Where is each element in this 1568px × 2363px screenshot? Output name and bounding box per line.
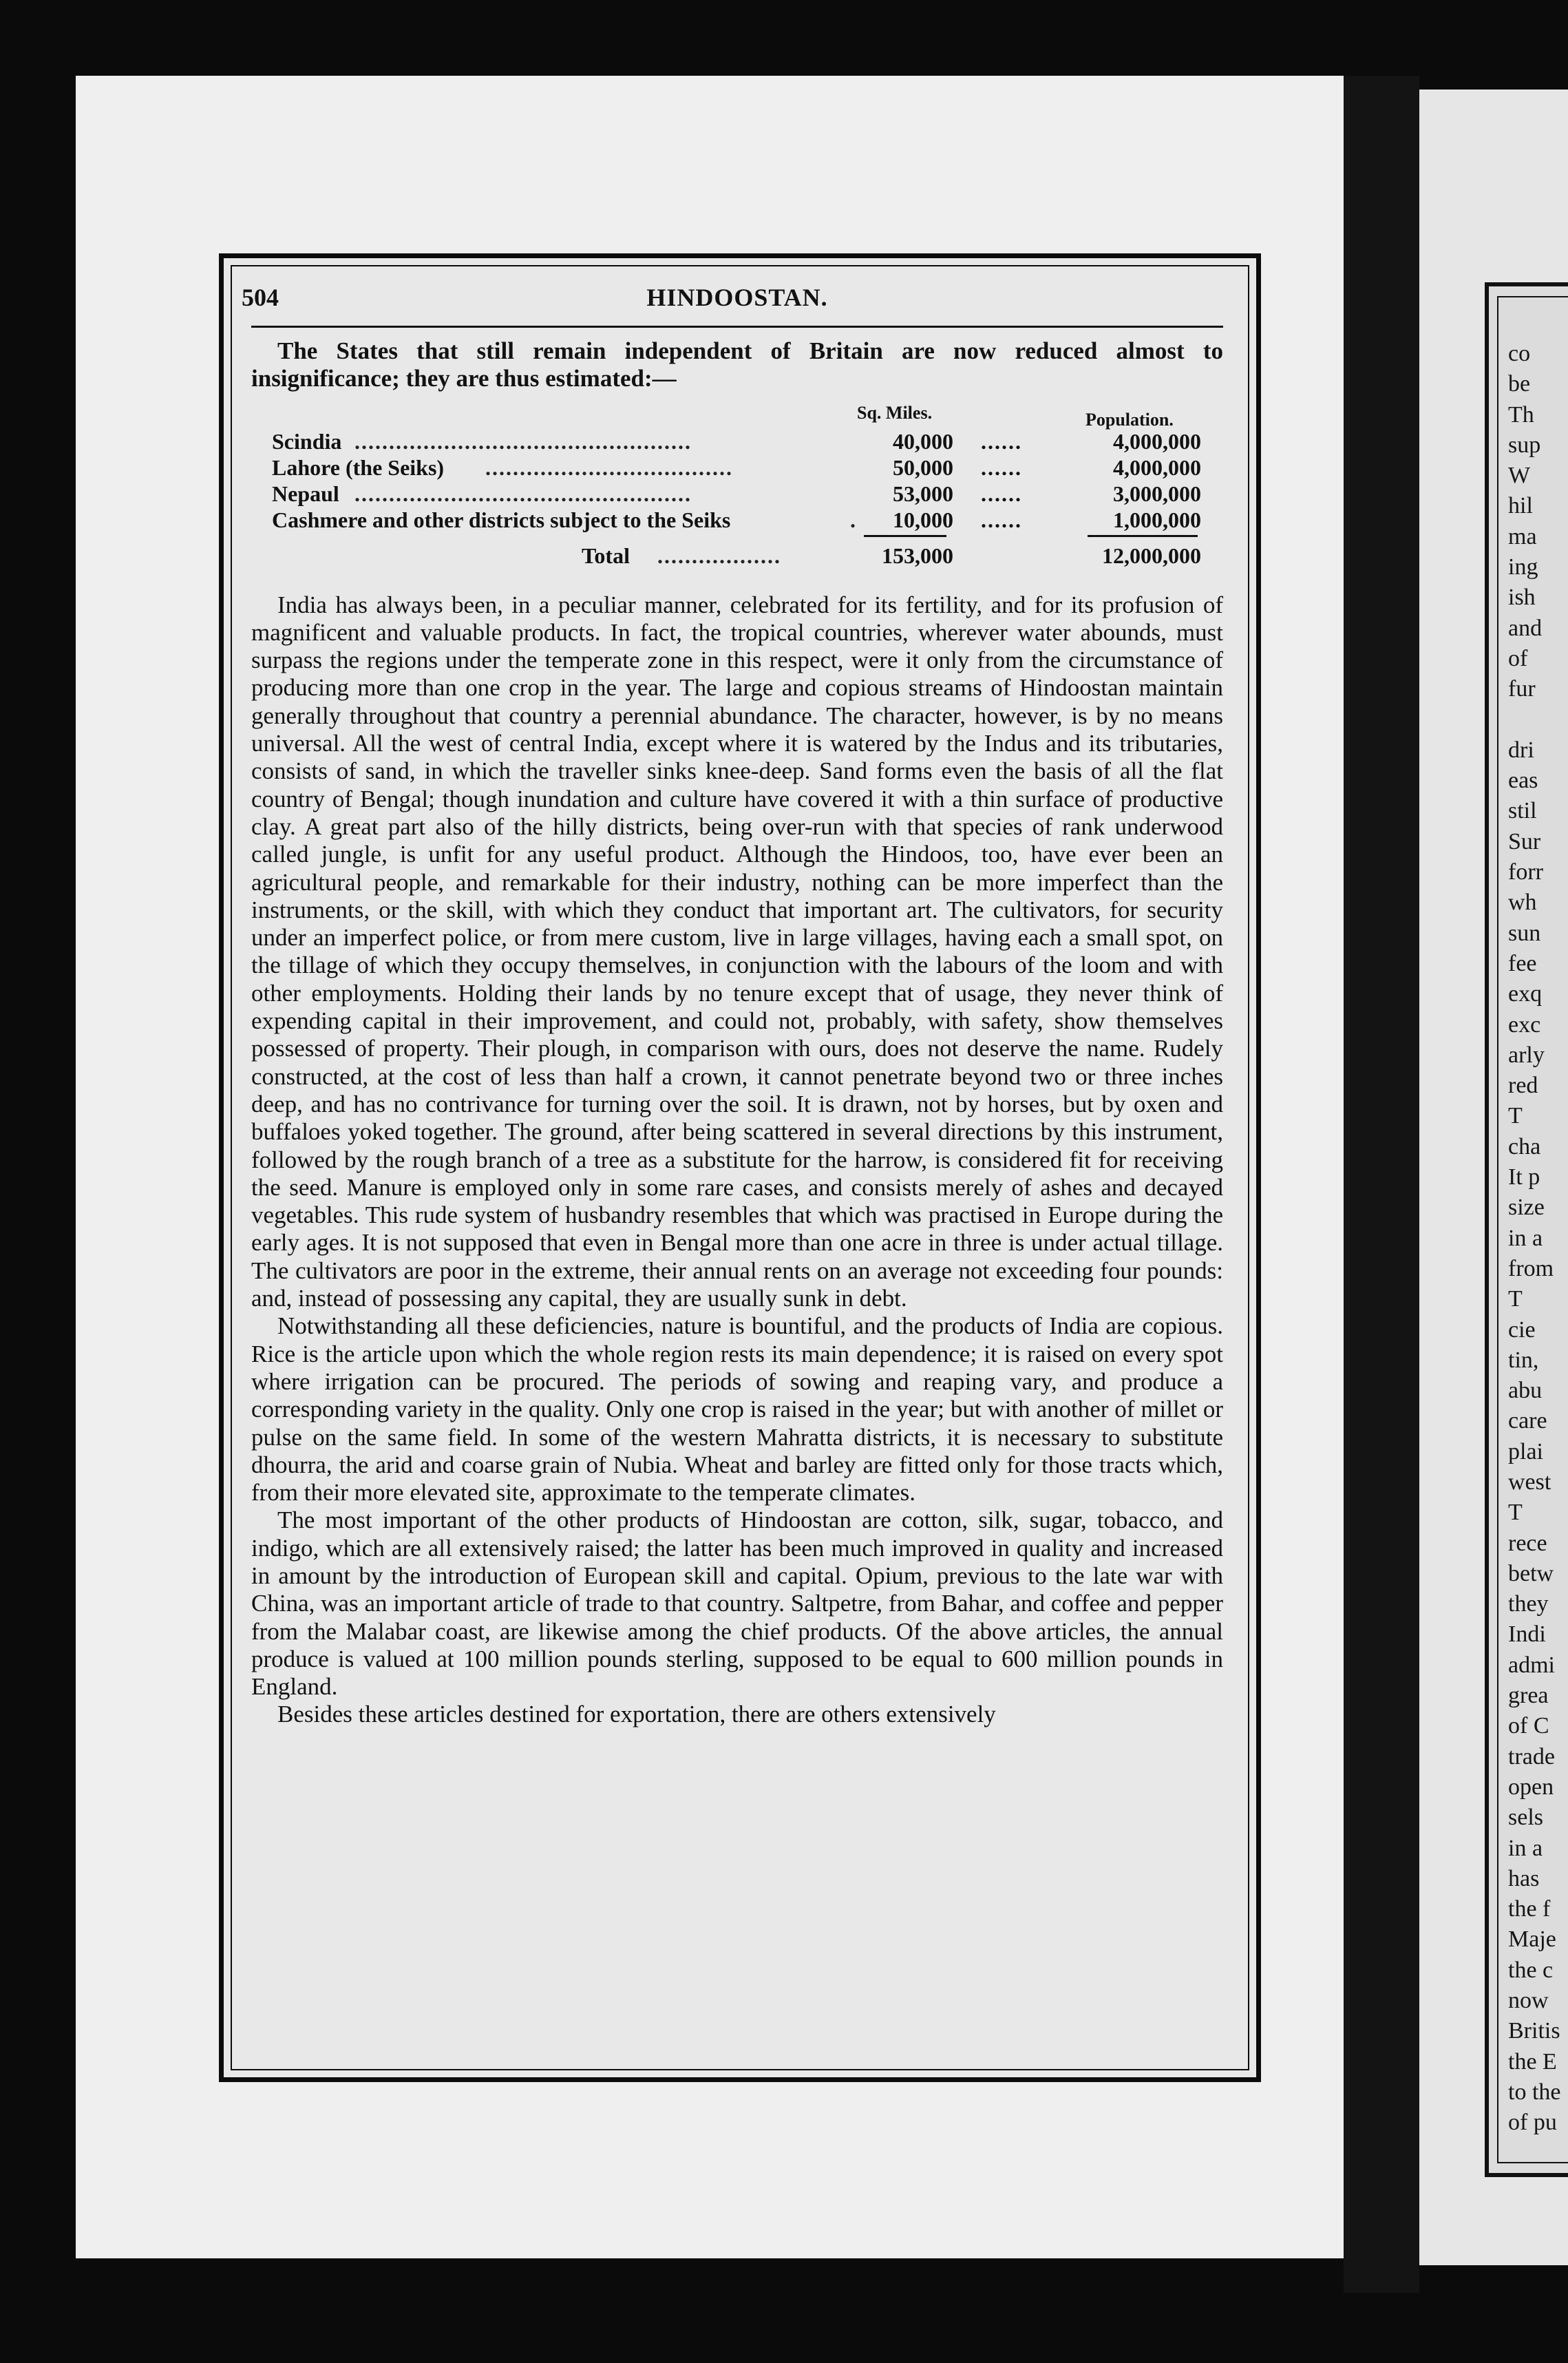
right-page-line-fragment: size	[1508, 1195, 1545, 1221]
right-page-line-fragment: be	[1508, 371, 1531, 397]
right-page-line-fragment	[1508, 705, 1568, 735]
right-page-line-fragment: arly	[1508, 1042, 1545, 1068]
right-page-line-fragment: forr	[1508, 859, 1543, 885]
population-value: 3,000,000	[1113, 481, 1201, 506]
total-rule	[1088, 535, 1198, 537]
sq-miles-value: 10,000	[893, 507, 953, 532]
population-value: 1,000,000	[1113, 507, 1201, 532]
right-page-line-fragment: has	[1508, 1865, 1540, 1891]
dot-leader: .................................................	[354, 428, 692, 454]
state-name: Lahore (the Seiks)	[272, 454, 445, 480]
dot-leader: .................................................	[354, 481, 692, 506]
column-header-sq-miles: Sq. Miles.	[857, 402, 933, 423]
right-page-line-fragment: ing	[1508, 554, 1538, 580]
right-page-line-fragment: dri	[1508, 737, 1534, 763]
right-page-line-fragment: the c	[1508, 1957, 1554, 1983]
total-label: Total	[582, 543, 630, 568]
right-page-line-fragment: sels	[1508, 1805, 1543, 1831]
paragraph: India has always been, in a peculiar manner, celebrated for its fertility, and for its profusion of magnificent and valuable products. In fact, the tropical countries, wherever water abounds, must surpass the regions under the temperate zone in this respect, were it only from the circumstance of producing more than one crop in the year. The large and copious streams of Hindoostan maintain generally throughout that country a perennial abundance. The character, however, is by no means universal. All the west of central India, except where it is watered by the Indus and its tributaries, consists of sand, in which the traveller sinks knee-deep. Sand forms even the basis of all the flat country of Bengal; though inundation and culture have covered it with a thin surface of productive clay. A great part also of the hilly districts, being over-run with that species of rank underwood called jungle, is unfit for any useful product. Although the Hindoos, too, have ever been an agricultural people, and remarkable for their industry, nothing can be more imperfect than the instruments, or the skill, with which they conduct that important art. The cultivators, for security under an imperfect police, or from mere custom, live in large villages, having each a small spot, on the tillage of which they occupy themselves, in conjunction with the labours of the loom and with other employments. Holding their lands by no tenure except that of usage, they never think of expending capital in their improvement, and could not, probably, with safety, show themselves possessed of property. Their plough, in comparison with ours, does not deserve the name. Rudely constructed, at the cost of less than half a crown, it cannot penetrate beyond two or three inches deep, and has no contrivance for turning over the soil. It is drawn, not by horses, but by oxen and buffaloes yoked together. The ground, after being scattered in several directions by this instrument, followed by the rough branch of a tree as a substitute for the harrow, is considered fit for receiving the seed. Manure is employed only in some rare cases, and consists merely of ashes and decayed vegetables. This rude system of husbandry resembles that which was practised in Europe during the early ages. It is not supposed that even in Bengal more than one acre in three is under actual tillage. The cultivators are poor in the extreme, their annual rents on an average not exceeding four pounds: and, instead of possessing any capital, they are usually sunk in debt.	[251, 591, 1223, 1312]
right-page-line-fragment: abu	[1508, 1378, 1543, 1404]
right-page-text	[1497, 296, 1568, 2163]
right-page-line-fragment: fur	[1508, 676, 1536, 702]
right-page-line-fragment: they	[1508, 1591, 1549, 1617]
right-page-line-fragment: ma	[1508, 523, 1537, 549]
right-page-line-fragment: Maje	[1508, 1926, 1556, 1953]
paragraph: The most important of the other products of Hindoostan are cotton, silk, sugar, tobacco, and indigo, which are all extensively raised; the latter has been much improved in quality and increased in amount by the introduction of European skill and capital. Opium, previous to the late war with China, was an important article of trade to that country. Saltpetre, from Bahar, and coffee and pepper from the Malabar coast, are likewise among the chief products. Of the above articles, the annual produce is valued at 100 million pounds sterling, supposed to be equal to 600 million pounds in England.	[251, 1506, 1223, 1701]
table-row	[272, 481, 1215, 507]
dot-leader: ......	[981, 428, 1022, 454]
right-page-line-fragment: exc	[1508, 1011, 1541, 1038]
state-name: Scindia	[272, 428, 342, 454]
paragraph: Notwithstanding all these deficiencies, nature is bountiful, and the products of India are copious. Rice is the article upon which the whole region rests its main dependence; it is raised on every spot where irrigation can be procured. The periods of sowing and reaping vary, and produce a corresponding variety in the quality. Only one crop is raised in the year; but with another of millet or pulse on the same field. In some of the western Mahratta districts, it is necessary to substitute dhourra, the arid and coarse grain of Nubia. Wheat and barley are fitted only for those tracts which, from their more elevated site, approximate to the temperate climates.	[251, 1312, 1223, 1506]
page-number: 504	[242, 284, 279, 311]
population-value: 4,000,000	[1113, 454, 1201, 480]
right-page-line-fragment: rece	[1508, 1530, 1547, 1556]
state-name: Nepaul	[272, 481, 339, 506]
right-page-line-fragment: wh	[1508, 890, 1537, 916]
total-population: 12,000,000	[1102, 543, 1201, 568]
right-page-line-fragment: trade	[1508, 1743, 1555, 1769]
right-page-line-fragment: of	[1508, 645, 1528, 671]
right-page-line-fragment: the E	[1508, 2048, 1557, 2075]
right-page-line-fragment: W	[1508, 463, 1531, 489]
right-page-frame	[1485, 282, 1568, 2177]
right-page-line-fragment: of C	[1508, 1713, 1549, 1739]
right-page-line-fragment: stil	[1508, 798, 1537, 824]
dot-leader: .	[850, 507, 857, 532]
right-page-line-fragment: in a	[1508, 1835, 1543, 1861]
book-gutter	[1344, 76, 1419, 2293]
right-page-line-fragment: of pu	[1508, 2110, 1557, 2136]
right-page-line-fragment: red	[1508, 1073, 1538, 1099]
right-page-line-fragment: from	[1508, 1255, 1554, 1281]
page-frame	[219, 253, 1261, 2082]
right-page-line-fragment: sup	[1508, 432, 1541, 458]
body-text	[251, 591, 1223, 1729]
population-value: 4,000,000	[1113, 428, 1201, 454]
sq-miles-value: 50,000	[893, 454, 953, 480]
right-page-line-fragment: now	[1508, 1988, 1549, 2014]
right-page-line-fragment: Sur	[1508, 828, 1541, 854]
dot-leader: ......	[981, 507, 1022, 532]
right-page-line-fragment: west	[1508, 1469, 1551, 1495]
sq-miles-value: 53,000	[893, 481, 953, 506]
right-page-line-fragment: tin,	[1508, 1347, 1539, 1373]
dot-leader: ......	[981, 454, 1022, 480]
column-header-population: Population.	[1085, 409, 1174, 430]
right-page-line-fragment: sun	[1508, 920, 1541, 946]
page-content	[242, 277, 1223, 1729]
right-page-line-fragment: plai	[1508, 1438, 1543, 1464]
total-sq-miles: 153,000	[882, 543, 953, 568]
page-right	[1419, 90, 1568, 2265]
table-row	[272, 455, 1215, 481]
right-page-line-fragment: Britis	[1508, 2018, 1560, 2044]
total-row	[272, 543, 1215, 571]
right-page-line-fragment: cha	[1508, 1133, 1541, 1159]
right-page-line-fragment: exq	[1508, 981, 1543, 1007]
right-page-line-fragment: open	[1508, 1774, 1554, 1800]
right-page-line-fragment: to the	[1508, 2079, 1561, 2105]
right-page-line-fragment: Th	[1508, 401, 1534, 428]
dot-leader: ......	[981, 481, 1022, 506]
running-header	[242, 277, 1223, 328]
states-table	[251, 397, 1223, 587]
table-row	[272, 507, 1215, 534]
dot-leader: ..................	[657, 543, 781, 568]
sq-miles-value: 40,000	[893, 428, 953, 454]
right-page-line-fragment: T	[1508, 1286, 1523, 1312]
right-page-line-fragment: ish	[1508, 585, 1536, 611]
paragraph: Besides these articles destined for exportation, there are others extensively	[277, 1701, 996, 1728]
right-page-line-fragment: the f	[1508, 1896, 1551, 1922]
page-title: HINDOOSTAN.	[646, 284, 828, 311]
right-page-line-fragment: and	[1508, 615, 1543, 641]
right-page-line-fragment: co	[1508, 341, 1531, 366]
right-page-line-fragment: in a	[1508, 1225, 1543, 1251]
right-page-line-fragment: admi	[1508, 1652, 1555, 1678]
right-page-line-fragment: cie	[1508, 1316, 1536, 1343]
right-page-line-fragment: T	[1508, 1500, 1523, 1526]
right-page-line-fragment: hil	[1508, 493, 1533, 519]
right-page-line-fragment: It p	[1508, 1164, 1540, 1190]
right-page-line-fragment: fee	[1508, 950, 1537, 976]
right-page-line-fragment: betw	[1508, 1560, 1554, 1586]
right-page-line-fragment: care	[1508, 1408, 1547, 1434]
dot-leader: ....................................	[485, 454, 733, 480]
right-page-line-fragment: grea	[1508, 1683, 1549, 1709]
right-page-line-fragment: eas	[1508, 768, 1538, 794]
right-page-line-fragment: Indi	[1508, 1621, 1546, 1648]
intro-paragraph: The States that still remain independent of Britain are now reduced almost to insignificance; they are thus estimated:—	[251, 337, 1223, 392]
right-page-line-fragment: T	[1508, 1103, 1523, 1129]
table-row	[272, 429, 1215, 455]
state-name: Cashmere and other districts subject to the Seiks	[272, 507, 731, 532]
total-rule	[864, 535, 946, 537]
